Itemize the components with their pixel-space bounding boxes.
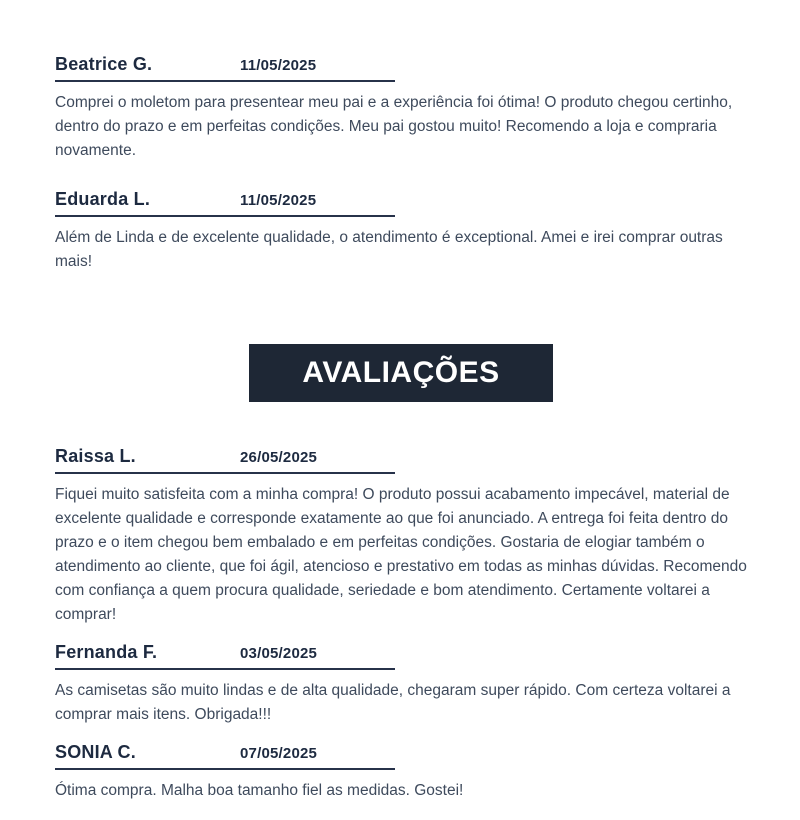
review-card bbox=[55, 742, 747, 803]
review-card bbox=[55, 54, 747, 163]
review-author: Eduarda L. bbox=[55, 189, 151, 209]
review-author: SONIA C. bbox=[55, 742, 136, 762]
review-header bbox=[55, 446, 395, 474]
review-author: Beatrice G. bbox=[55, 54, 153, 74]
review-author: Fernanda F. bbox=[55, 642, 158, 662]
review-text: Comprei o moletom para presentear meu pai e a experiência foi ótima! O produto chegou certinho, dentro do prazo e em perfeitas condições. Meu pai gostou muito! Recomendo a loja e compraria novamente. bbox=[55, 94, 733, 159]
review-card bbox=[55, 189, 747, 274]
reviews-section-top bbox=[55, 54, 747, 274]
review-date: 03/05/2025 bbox=[240, 645, 318, 662]
review-date: 07/05/2025 bbox=[240, 745, 318, 762]
review-date: 26/05/2025 bbox=[240, 449, 318, 466]
review-text: Fiquei muito satisfeita com a minha compra! O produto possui acabamento impecável, material de excelente qualidade e corresponde exatamente ao que foi anunciado. A entrega foi feita dentro do prazo e o item chegou bem embalado e em perfeitas condições. Gostaria de elogiar também o atendimento ao cliente, que foi ágil, atencioso e prestativo em todas as minhas dúvidas. Recomendo com confiança a quem procura qualidade, seriedade e bom atendimento. Certamente voltarei a comprar! bbox=[55, 486, 747, 623]
review-text: Ótima compra. Malha boa tamanho fiel as medidas. Gostei! bbox=[55, 782, 464, 799]
banner-title: AVALIAÇÕES bbox=[302, 356, 500, 389]
review-card bbox=[55, 446, 747, 627]
review-header bbox=[55, 54, 395, 82]
reviews-section-bottom bbox=[55, 446, 747, 803]
review-card bbox=[55, 642, 747, 727]
review-text: Além de Linda e de excelente qualidade, o atendimento é exceptional. Amei e irei comprar outras mais! bbox=[55, 229, 723, 270]
review-text: As camisetas são muito lindas e de alta qualidade, chegaram super rápido. Com certeza voltarei a comprar mais itens. Obrigada!!! bbox=[55, 682, 731, 723]
review-author: Raissa L. bbox=[55, 446, 136, 466]
review-header bbox=[55, 742, 395, 770]
avaliacoes-banner bbox=[249, 344, 553, 402]
review-header bbox=[55, 189, 395, 217]
review-date: 11/05/2025 bbox=[240, 192, 317, 209]
review-header bbox=[55, 642, 395, 670]
review-date: 11/05/2025 bbox=[240, 57, 317, 74]
